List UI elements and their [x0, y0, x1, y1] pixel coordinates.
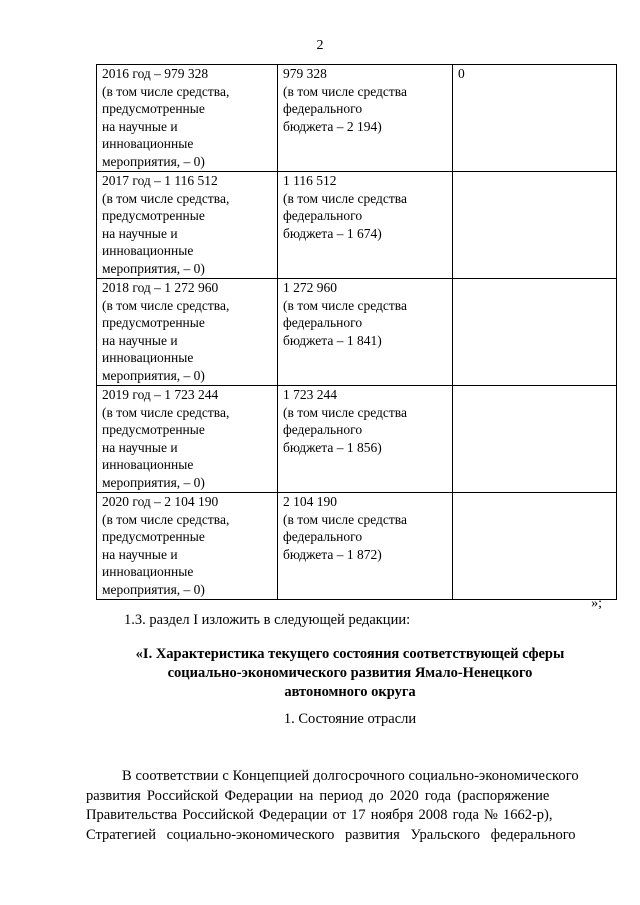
cell-text-line: (в том числе средства	[283, 511, 407, 527]
table-cell	[97, 493, 278, 600]
paragraph-line: развития Российской Федерации на период до 2020 года (распоряжение	[86, 787, 550, 804]
cell-text-line: (в том числе средства,	[102, 190, 230, 206]
cell-text-line: федерального	[283, 529, 363, 545]
cell-text-line: 1 272 960	[283, 280, 337, 295]
table-cell	[97, 386, 278, 493]
table-cell	[278, 279, 453, 386]
cell-text-line: 2020 год – 2 104 190	[102, 494, 219, 509]
table-cell	[278, 386, 453, 493]
cell-text-line: (в том числе средства	[283, 297, 407, 313]
table-row	[97, 386, 617, 493]
section-heading	[96, 645, 604, 702]
table-cell	[278, 172, 453, 279]
cell-text-line: (в том числе средства,	[102, 511, 230, 527]
cell-text-line: федерального	[283, 208, 363, 224]
table-cell	[97, 65, 278, 172]
cell-text-line: 2016 год – 979 328	[102, 66, 209, 81]
table-cell	[453, 172, 617, 279]
body-paragraph	[86, 767, 604, 845]
cell-text-line: мероприятия, – 0)	[102, 474, 205, 490]
section-heading-line: автономного округа	[284, 684, 416, 700]
cell-text-line: бюджета – 1 841)	[283, 332, 382, 348]
page-number: 2	[316, 38, 324, 53]
cell-text-line: 2 104 190	[283, 494, 337, 509]
cell-text-line: 0	[458, 66, 465, 81]
cell-text-line: на научные и	[102, 546, 178, 562]
paragraph-line: В соответствии с Концепцией долгосрочного социально-экономического	[122, 768, 579, 784]
closing-quote-mark: »;	[591, 596, 602, 611]
table-cell	[453, 493, 617, 600]
subsection-heading: 1. Состояние отрасли	[283, 711, 417, 727]
cell-text-line: мероприятия, – 0)	[102, 367, 205, 383]
amendment-intro: 1.3. раздел I изложить в следующей редакции:	[124, 612, 411, 628]
cell-text-line: 2018 год – 1 272 960	[102, 280, 219, 295]
cell-text-line: федерального	[283, 422, 363, 438]
table-cell	[453, 279, 617, 386]
cell-text-line: мероприятия, – 0)	[102, 260, 205, 276]
budget-table	[96, 64, 617, 600]
cell-text-line: инновационные	[102, 136, 194, 152]
cell-text-line: на научные и	[102, 118, 178, 134]
table-row	[97, 279, 617, 386]
cell-text-line: на научные и	[102, 439, 178, 455]
section-heading-line: «I. Характеристика текущего состояния соответствующей сферы	[135, 646, 565, 662]
cell-text-line: бюджета – 2 194)	[283, 118, 382, 134]
cell-text-line: 1 116 512	[283, 173, 337, 188]
cell-text-line: 2019 год – 1 723 244	[102, 387, 219, 402]
cell-text-line: 979 328	[283, 66, 327, 81]
paragraph-line: Правительства Российской Федерации от 17 ноября 2008 года № 1662-р),	[86, 807, 553, 823]
table-row	[97, 65, 617, 172]
cell-text-line: бюджета – 1 674)	[283, 225, 382, 241]
cell-text-line: (в том числе средства,	[102, 404, 230, 420]
cell-text-line: инновационные	[102, 564, 194, 580]
table-cell	[453, 65, 617, 172]
cell-text-line: бюджета – 1 872)	[283, 546, 382, 562]
cell-text-line: предусмотренные	[102, 315, 205, 331]
cell-text-line: 2017 год – 1 116 512	[102, 173, 218, 188]
table-cell	[97, 172, 278, 279]
budget-table-body	[97, 65, 617, 600]
cell-text-line: предусмотренные	[102, 422, 205, 438]
cell-text-line: 1 723 244	[283, 387, 337, 402]
table-cell	[278, 493, 453, 600]
table-row	[97, 172, 617, 279]
cell-text-line: предусмотренные	[102, 208, 205, 224]
cell-text-line: мероприятия, – 0)	[102, 153, 205, 169]
cell-text-line: бюджета – 1 856)	[283, 439, 382, 455]
section-heading-line: социально-экономического развития Ямало-Ненецкого	[167, 665, 533, 681]
cell-text-line: инновационные	[102, 457, 194, 473]
cell-text-line: федерального	[283, 315, 363, 331]
cell-text-line: предусмотренные	[102, 529, 205, 545]
cell-text-line: (в том числе средства	[283, 190, 407, 206]
cell-text-line: на научные и	[102, 225, 178, 241]
cell-text-line: (в том числе средства,	[102, 83, 230, 99]
cell-text-line: мероприятия, – 0)	[102, 581, 205, 597]
cell-text-line: (в том числе средства,	[102, 297, 230, 313]
cell-text-line: инновационные	[102, 350, 194, 366]
table-cell	[278, 65, 453, 172]
cell-text-line: предусмотренные	[102, 101, 205, 117]
table-cell	[97, 279, 278, 386]
table-row	[97, 493, 617, 600]
cell-text-line: (в том числе средства	[283, 83, 407, 99]
cell-text-line: федерального	[283, 101, 363, 117]
paragraph-line: Стратегией социально-экономического развития Уральского федерального	[86, 826, 576, 843]
table-cell	[453, 386, 617, 493]
cell-text-line: инновационные	[102, 243, 194, 259]
cell-text-line: (в том числе средства	[283, 404, 407, 420]
cell-text-line: на научные и	[102, 332, 178, 348]
